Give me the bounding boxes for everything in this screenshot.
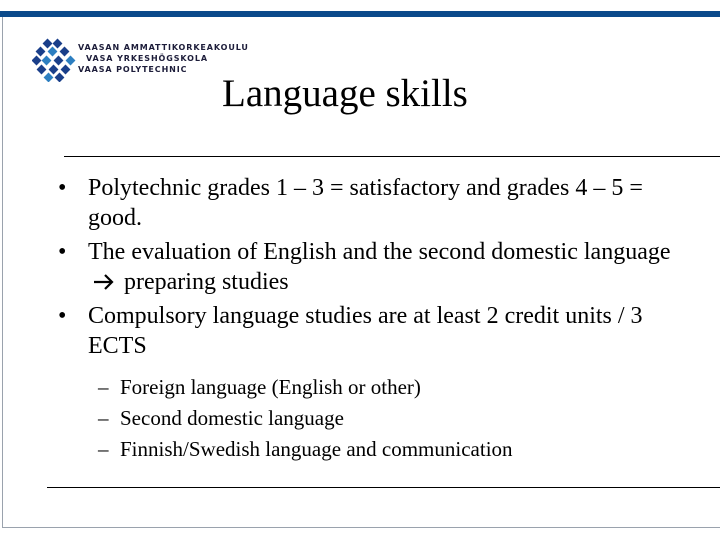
sub-bullet-text: Second domestic language	[120, 406, 344, 430]
slide-title: Language skills	[222, 72, 468, 115]
sub-bullet-item	[98, 403, 513, 434]
sub-bullet-text: Foreign language (English or other)	[120, 375, 421, 399]
bullet-item	[58, 237, 698, 297]
right-arrow-icon	[88, 273, 118, 291]
bullet-text: Polytechnic grades 1 – 3 = satisfactory and grades 4 – 5 = good.	[88, 175, 643, 231]
diamond-grid-logo-icon	[32, 38, 84, 82]
logo-line-swedish: VASA YRKESHÖGSKOLA	[86, 54, 208, 63]
sub-bullet-marker: –	[98, 375, 109, 399]
bullet-marker: •	[58, 239, 67, 265]
bottom-divider	[47, 487, 720, 488]
bullet-marker: •	[58, 303, 67, 329]
title-divider	[64, 156, 720, 157]
sub-bullet-text: Finnish/Swedish language and communication	[120, 437, 513, 461]
frame-left-border	[2, 17, 3, 527]
bullet-item	[58, 301, 698, 361]
top-accent-bar	[0, 11, 720, 17]
sub-bullet-item	[98, 372, 513, 403]
sub-bullet-marker: –	[98, 406, 109, 430]
bullet-text-after-arrow: preparing studies	[118, 269, 289, 295]
bullet-text: Compulsory language studies are at least 2 credit units / 3 ECTS	[88, 303, 643, 359]
sub-bullet-marker: –	[98, 437, 109, 461]
bullet-text: The evaluation of English and the second domestic language	[88, 239, 671, 265]
frame-bottom-border	[2, 527, 720, 528]
logo-line-finnish: VAASAN AMMATTIKORKEAKOULU	[78, 43, 249, 52]
sub-bullet-list	[98, 372, 513, 465]
logo-line-english: VAASA POLYTECHNIC	[78, 65, 188, 74]
bullet-item	[58, 173, 698, 233]
sub-bullet-item	[98, 434, 513, 465]
bullet-marker: •	[58, 175, 67, 201]
bullet-list	[58, 173, 698, 365]
